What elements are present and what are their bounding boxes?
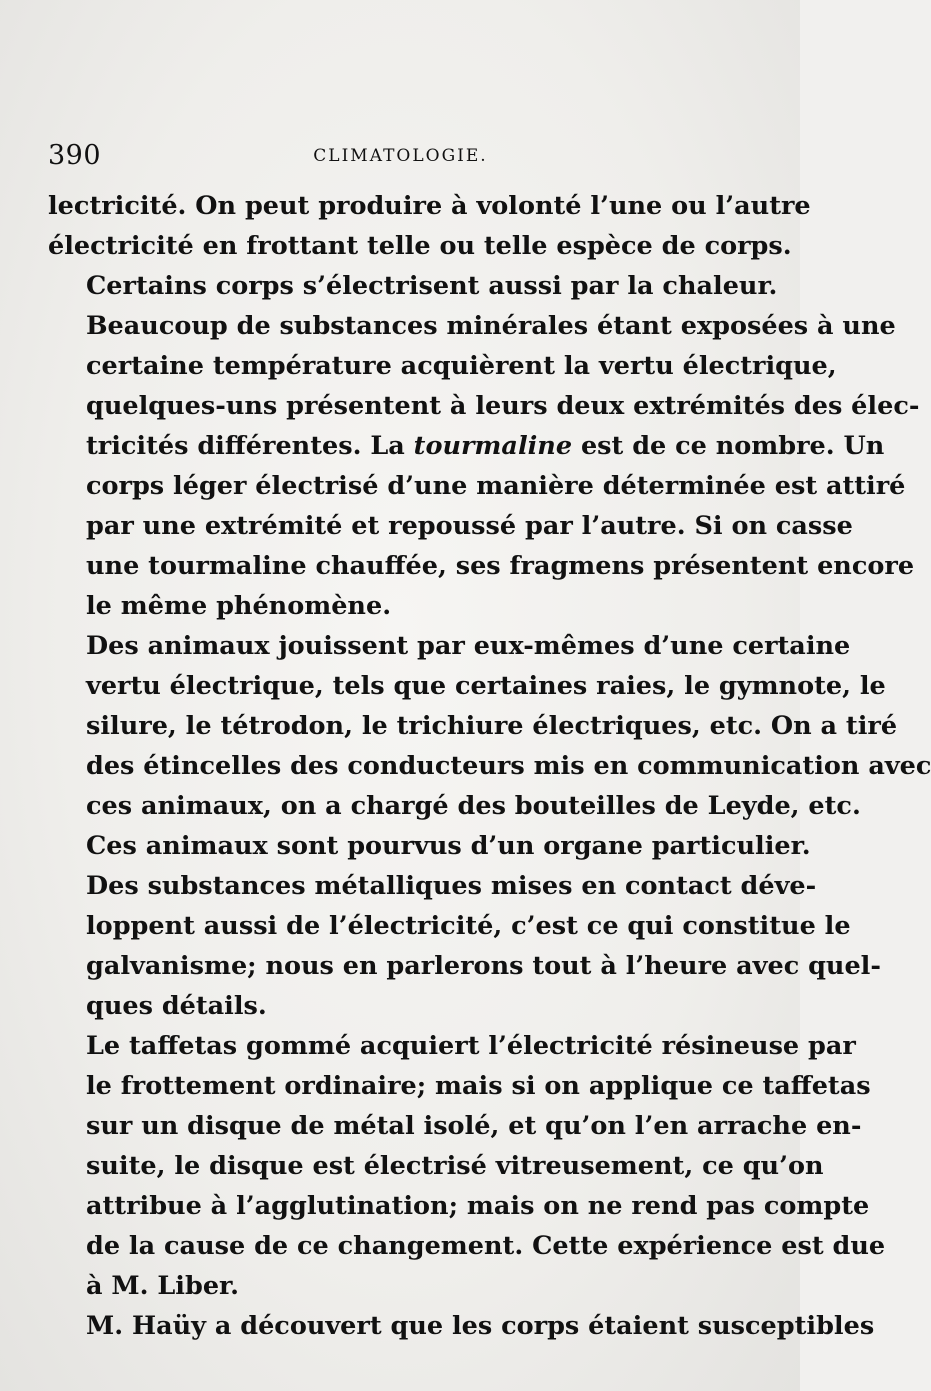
page-header: [48, 140, 753, 174]
text-line: suite, le disque est électrisé vitreusement, ce qu’on: [86, 1151, 824, 1181]
text-line: Ces animaux sont pourvus d’un organe particulier.: [86, 831, 811, 861]
text-line: Des substances métalliques mises en contact déve-: [86, 871, 817, 901]
text-line: vertu électrique, tels que certaines raies, le gymnote, le: [86, 671, 886, 701]
text-line: ques détails.: [86, 991, 267, 1021]
paragraph: [48, 626, 931, 866]
text-line: le frottement ordinaire; mais si on applique ce taffetas: [86, 1071, 871, 1101]
text-line: le même phénomène.: [86, 591, 392, 621]
text-line: galvanisme; nous en parlerons tout à l’heure avec quel-: [86, 951, 881, 981]
text-line: attribue à l’agglutination; mais on ne rend pas compte: [86, 1191, 870, 1221]
text-line: Certains corps s’électrisent aussi par la chaleur.: [86, 271, 778, 301]
text-line: à M. Liber.: [86, 1271, 240, 1301]
text-line: par une extrémité et repoussé par l’autre. Si on casse: [86, 511, 853, 541]
page-number: 390: [48, 140, 102, 171]
text-line: lectricité. On peut produire à volonté l’une ou l’autre: [48, 191, 811, 221]
paragraph: [48, 866, 881, 1026]
body-text: [48, 186, 931, 1346]
text-line: silure, le tétrodon, le trichiure électriques, etc. On a tiré: [86, 711, 898, 741]
paragraph: [48, 266, 920, 626]
paragraph: [48, 1026, 886, 1306]
text-line: quelques-uns présentent à leurs deux extrémités des élec-: [86, 391, 920, 421]
text-line: certaine température acquièrent la vertu électrique,: [86, 351, 837, 381]
text-line: M. Haüy a découvert que les corps étaient susceptibles: [86, 1311, 875, 1341]
text-line: sur un disque de métal isolé, et qu’on l’en arrache en-: [86, 1111, 862, 1141]
text-line: une tourmaline chauffée, ses fragmens présentent encore: [86, 551, 915, 581]
text-line: ces animaux, on a chargé des bouteilles de Leyde, etc.: [86, 791, 861, 821]
text-line: Le taffetas gommé acquiert l’électricité résineuse par: [86, 1031, 856, 1061]
text-line: corps léger électrisé d’une manière déterminée est attiré: [86, 471, 906, 501]
text-line: électricité en frottant telle ou telle espèce de corps.: [48, 231, 792, 261]
text-line: des étincelles des conducteurs mis en communication avec: [86, 751, 931, 781]
running-title: CLIMATOLOGIE.: [313, 146, 488, 166]
paragraph: [48, 186, 811, 266]
text-line: loppent aussi de l’électricité, c’est ce qui constitue le: [86, 911, 851, 941]
text-line: Des animaux jouissent par eux-mêmes d’une certaine: [86, 631, 851, 661]
paragraph: [48, 1306, 875, 1346]
text-line: Beaucoup de substances minérales étant exposées à une: [86, 311, 896, 341]
text-line: de la cause de ce changement. Cette expérience est due: [86, 1231, 886, 1261]
text-line: tricités différentes. La tourmaline est de ce nombre. Un: [86, 431, 885, 461]
